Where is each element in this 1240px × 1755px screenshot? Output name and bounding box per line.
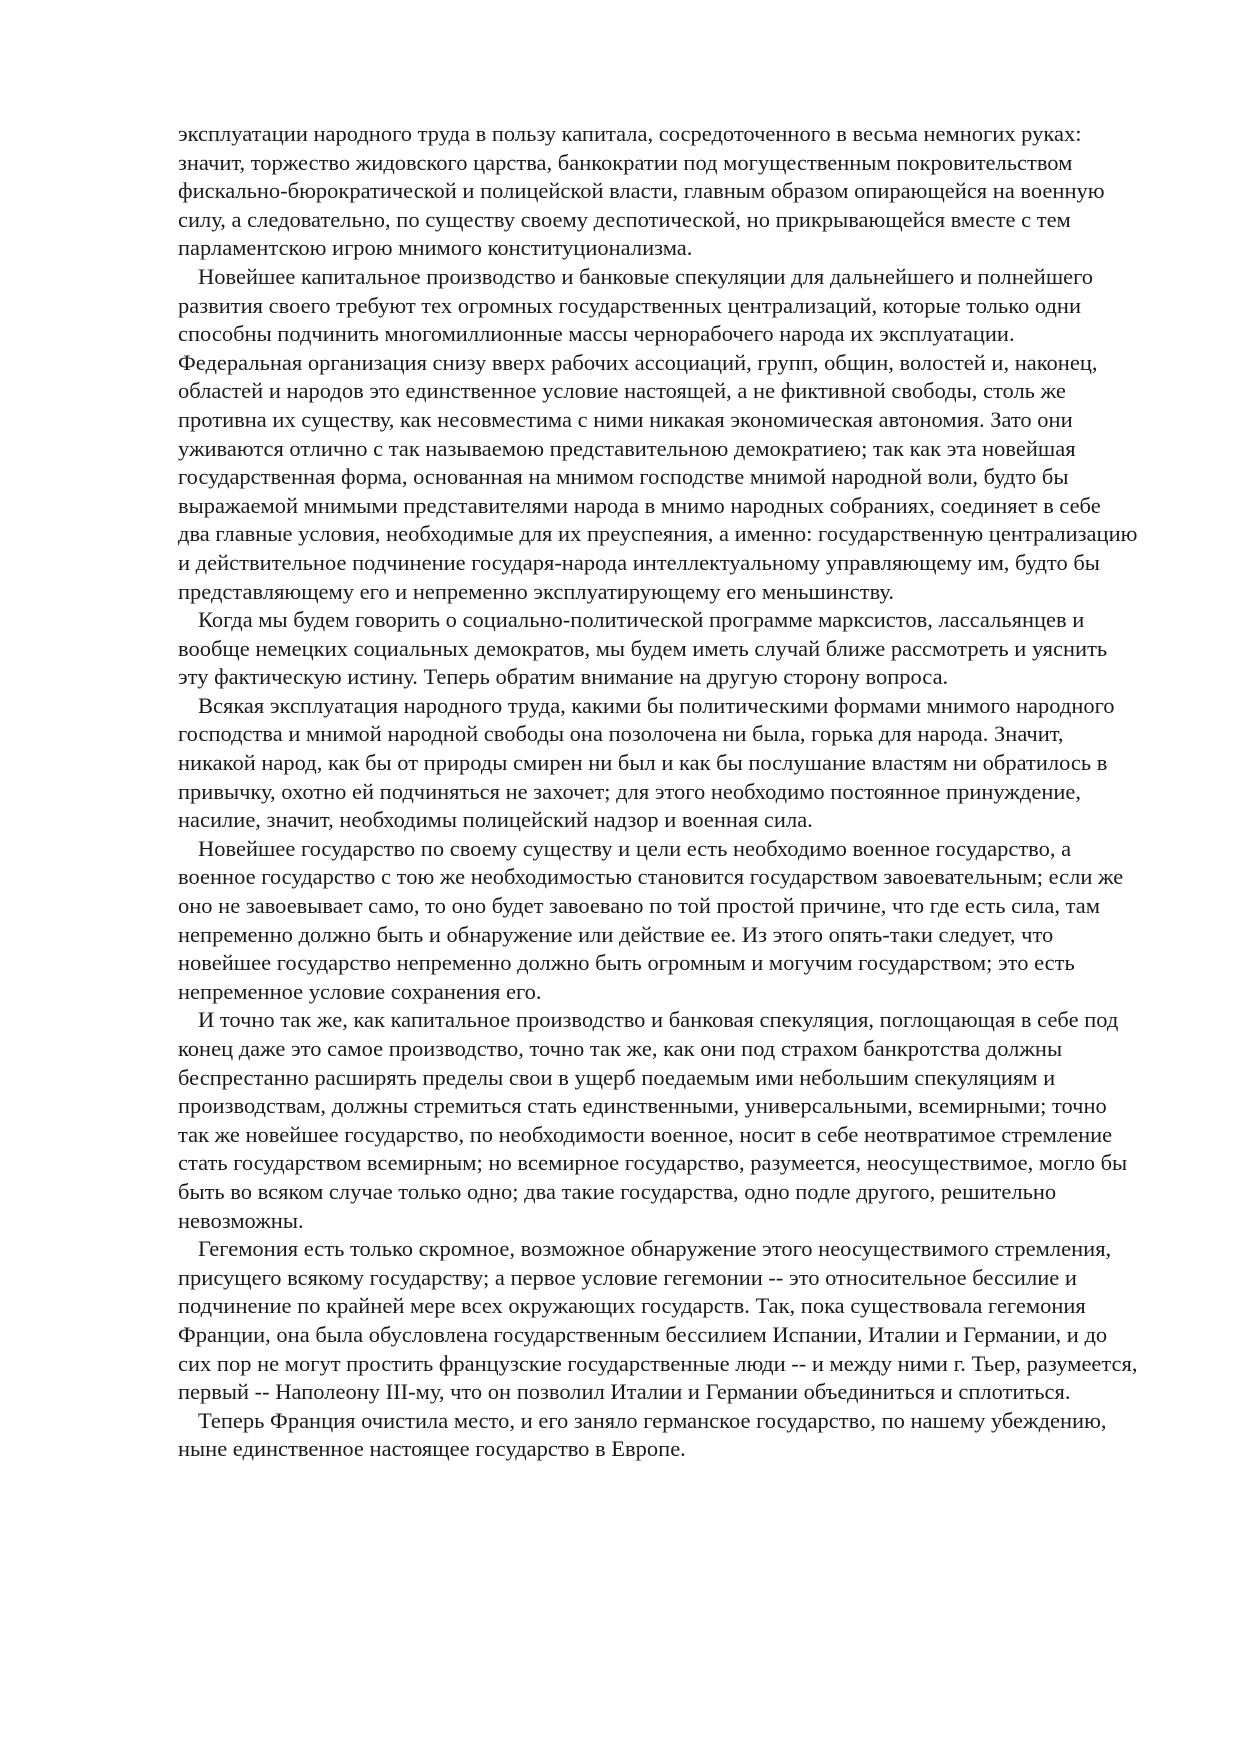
paragraph-5: Новейшее государство по своему существу и цели есть необходимо военное государство, а военное государство с тою же необходимостью становится государством завоевательным; если же оно не завоевывает само, то оно будет завоевано по той простой причине, что где есть сила, там непременно должно быть и обнаружение или действие ее. Из этого опять-таки следует, что новейшее государство непременно должно быть огромным и могучим государством; это есть непременное условие сохранения его. — [178, 835, 1124, 1004]
paragraph-6: И точно так же, как капитальное производство и банковая спекуляция, поглощающая в себе под конец даже это самое производство, точно так же, как они под страхом банкротства должны беспрестанно расширять пределы свои в ущерб поедаемым ими небольшим спекуляциям и производствам, должны стремиться стать единственными, универсальными, всемирными; точно так же новейшее государство, по необходимости военное, носит в себе неотвратимое стремление стать государством всемирным; но всемирное государство, разумеется, неосуществимое, могло бы быть во всяком случае только одно; два такие государства, одно подле другого, решительно невозможны. — [178, 1007, 1128, 1233]
paragraph-1: эксплуатации народного труда в пользу капитала, сосредоточенного в весьма немногих руках: значит, торжество жидовского царства, банкократии под могущественным покровительством фискально-бюрократической и полицейской власти, главным образом опирающейся на военную силу, а следовательно, по существу своему деспотической, но прикрывающейся вместе с тем парламентскою игрою мнимого конституционализма. — [178, 121, 1105, 261]
paragraph-2: Новейшее капитальное производство и банковые спекуляции для дальнейшего и полнейшего развития своего требуют тех огромных государственных централизаций, которые только одни способны подчинить многомиллионные массы чернорабочего народа их эксплуатации. Федеральная организация снизу вверх рабочих ассоциаций, групп, общин, волостей и, наконец, областей и народов это единственное условие настоящей, а не фиктивной свободы, столь же противна их существу, как несовместима с ними никакая экономическая автономия. Зато они уживаются отлично с так называемою представительною демократиею; так как эта новейшая государственная форма, основанная на мнимом господстве мнимой народной воли, будто бы выражаемой мнимыми представителями народа в мнимо народных собраниях, соединяет в себе два главные условия, необходимые для их преуспеяния, а именно: государственную централизацию и действительное подчинение государя-народа интеллектуальному управляющему им, будто бы представляющему его и непременно эксплуатирующему его меньшинству. — [178, 263, 1138, 604]
paragraph-8: Теперь Франция очистила место, и его заняло германское государство, по нашему убеждению, ныне единственное настоящее государство в Европе. — [178, 1407, 1107, 1462]
paragraph-4: Всякая эксплуатация народного труда, какими бы политическими формами мнимого народного господства и мнимой народной свободы она позолочена ни была, горька для народа. Значит, никакой народ, как бы от природы смирен ни был и как бы послушание властям ни обратилось в привычку, охотно ей подчиняться не захочет; для этого необходимо постоянное принуждение, насилие, значит, необходимы полицейский надзор и военная сила. — [178, 692, 1115, 833]
body-text — [178, 120, 1138, 1464]
paragraph-3: Когда мы будем говорить о социально-политической программе марксистов, лассальянцев и вообще немецких социальных демократов, мы будем иметь случай ближе рассмотреть и уяснить эту фактическую истину. Теперь обратим внимание на другую сторону вопроса. — [178, 607, 1108, 690]
paragraph-7: Гегемония есть только скромное, возможное обнаружение этого неосуществимого стремления, присущего всякому государству; а первое условие гегемонии -- это относительное бессилие и подчинение по крайней мере всех окружающих государств. Так, пока существовала гегемония Франции, она была обусловлена государственным бессилием Испании, Италии и Германии, и до сих пор не могут простить французские государственные люди -- и между ними г. Тьер, разумеется, первый -- Наполеону III-му, что он позволил Италии и Германии объединиться и сплотиться. — [178, 1236, 1138, 1405]
